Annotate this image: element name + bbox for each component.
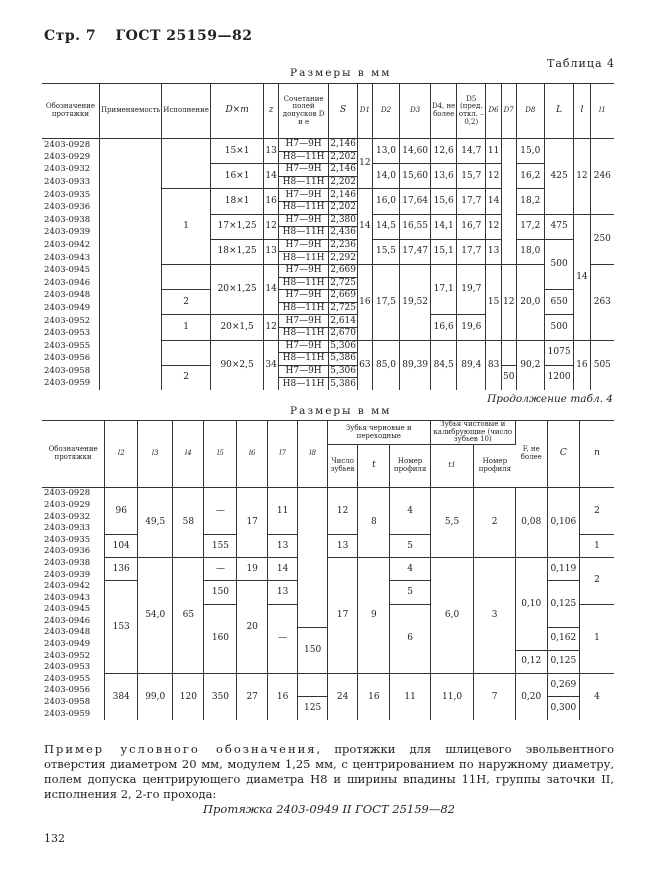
value-cell: 16,7 — [457, 214, 486, 239]
value-cell: 500 — [545, 315, 574, 340]
value-cell: 12 — [486, 214, 502, 239]
th-D4: D4, не более — [430, 84, 456, 139]
value-cell: 50 — [501, 365, 516, 390]
value-cell: 90×2,5 — [210, 340, 263, 390]
value-cell: 24 — [327, 674, 357, 720]
designation-cell: 2403-0958 — [42, 697, 105, 709]
value-cell: 12 — [264, 315, 279, 340]
designation-cell: 2403-0955 — [42, 674, 105, 686]
value-cell: 17×1,25 — [210, 214, 263, 239]
designation-cell: 2403-0956 — [42, 685, 105, 697]
value-cell: 0,20 — [515, 674, 547, 720]
th-execution: Исполнение — [162, 84, 211, 139]
value-cell: 16 — [358, 264, 373, 340]
th-D2: D2 — [372, 84, 400, 139]
value-cell: 425 — [545, 139, 574, 215]
value-cell: 17,1 — [430, 264, 456, 314]
value-cell: 1200 — [545, 365, 574, 390]
table-row — [42, 488, 614, 500]
value-cell: 17 — [327, 558, 357, 674]
example-designation: Протяжка 2403-0949 II ГОСТ 25159—82 — [203, 802, 455, 816]
value-cell: 12 — [501, 264, 516, 340]
value-cell: 0,10 — [515, 558, 547, 651]
value-cell: 4 — [390, 488, 430, 535]
value-cell: 0,125 — [547, 650, 579, 673]
value-cell: 18×1 — [210, 189, 263, 214]
s-value-cell: 2,202 — [330, 151, 356, 162]
value-cell: 19,52 — [400, 264, 431, 340]
value-cell: 16,2 — [516, 164, 544, 189]
value-cell: 17,5 — [372, 264, 400, 340]
th2-profile2: Номер профиля — [474, 445, 515, 488]
th2-l8: l8 — [298, 421, 328, 488]
value-cell: 2 — [474, 488, 515, 558]
value-cell: 500 — [545, 239, 574, 289]
designation-cell: 2403-0929 — [42, 500, 105, 512]
table-row — [42, 139, 614, 152]
table2-caption: Размеры в мм — [290, 405, 392, 417]
value-cell: 18,0 — [516, 239, 544, 264]
value-cell: 120 — [173, 674, 204, 720]
value-cell: 14,0 — [372, 164, 400, 189]
value-cell: 14 — [574, 214, 591, 340]
value-cell: 17,47 — [400, 239, 431, 264]
value-cell: 3 — [474, 558, 515, 674]
value-cell: 19,7 — [457, 264, 486, 314]
tolerance-combo-cell: H8—11H — [278, 353, 328, 366]
designation-cell: 2403-0933 — [42, 176, 99, 189]
value-cell: 150 — [204, 581, 237, 604]
value-cell: 12 — [574, 139, 591, 215]
th-z: z — [264, 84, 279, 139]
designation-cell: 2403-0932 — [42, 164, 99, 177]
tolerance-combo-cell: H7—9H — [278, 214, 328, 227]
tolerance-combo-cell: H8—11H — [278, 201, 328, 214]
value-cell: 14,5 — [372, 214, 400, 239]
s-value-cell: 5,306 — [330, 365, 356, 376]
th2-profile: Номер профиля — [390, 445, 430, 488]
value-cell: 17 — [237, 488, 267, 558]
th2-designation: Обозначение протяжки — [42, 421, 105, 488]
value-cell: 475 — [545, 214, 574, 239]
value-cell: 17,7 — [457, 239, 486, 264]
tolerance-combo-cell: H7—9H — [278, 189, 328, 202]
value-cell — [162, 340, 211, 365]
value-cell: 1 — [162, 315, 211, 340]
th-combo: Сочетание полей допусков D и e — [278, 84, 328, 139]
tolerance-combo-cell: H7—9H — [278, 340, 328, 353]
value-cell: 13 — [327, 534, 357, 557]
value-cell: 15 — [486, 264, 502, 340]
designation-cell: 2403-0959 — [42, 378, 99, 390]
value-cell: 1 — [580, 534, 614, 557]
tolerance-combo-cell: H7—9H — [278, 139, 328, 152]
value-cell — [99, 139, 161, 390]
value-cell: 350 — [204, 674, 237, 720]
designation-cell: 2403-0943 — [42, 592, 105, 604]
designation-cell: 2403-0928 — [42, 139, 99, 152]
value-cell: 90,2 — [516, 340, 544, 390]
table-number: Таблица 4 — [547, 57, 615, 70]
value-cell: 16,55 — [400, 214, 431, 239]
table-row — [42, 558, 614, 570]
value-cell: 13 — [267, 534, 297, 557]
value-cell: 1075 — [545, 340, 574, 365]
designation-cell: 2403-0929 — [42, 151, 99, 164]
value-cell: 7 — [474, 674, 515, 720]
value-cell: 16 — [358, 674, 390, 720]
s-value-cell: 2,236 — [330, 240, 356, 251]
s-value-cell: 2,146 — [330, 164, 356, 175]
th-S: S — [329, 84, 358, 139]
value-cell: — — [267, 604, 297, 674]
tolerance-combo-cell: H8—11H — [278, 227, 328, 240]
designation-cell: 2403-0928 — [42, 488, 105, 500]
value-cell: 14 — [264, 264, 279, 314]
th-L: L — [545, 84, 574, 139]
table-4-part-2 — [42, 420, 614, 720]
value-cell: 1 — [162, 189, 211, 265]
designation-cell: 2403-0939 — [42, 227, 99, 240]
s-value-cell: 2,669 — [330, 290, 356, 301]
tolerance-combo-cell: H7—9H — [278, 365, 328, 378]
value-cell: 20×1,25 — [210, 264, 263, 314]
value-cell: 12 — [327, 488, 357, 535]
value-cell: 15,7 — [457, 164, 486, 189]
designation-cell: 2403-0956 — [42, 353, 99, 366]
value-cell: 160 — [204, 604, 237, 674]
value-cell: 4 — [580, 674, 614, 720]
value-cell: 16 — [574, 340, 591, 390]
th2-F: F, не более — [515, 421, 547, 488]
value-cell: 83 — [486, 340, 502, 390]
value-cell: 13,0 — [372, 139, 400, 164]
th2-l5: l5 — [204, 421, 237, 488]
s-value-cell: 2,436 — [330, 227, 356, 238]
designation-cell: 2403-0942 — [42, 239, 99, 252]
value-cell: 136 — [105, 558, 138, 581]
value-cell: 8 — [358, 488, 390, 558]
tolerance-combo-cell: H8—11H — [278, 252, 328, 265]
tolerance-combo-cell: H8—11H — [278, 378, 328, 390]
tolerance-combo-cell: H8—11H — [278, 302, 328, 315]
value-cell: 2 — [162, 365, 211, 390]
s-value-cell: 2,669 — [330, 265, 356, 276]
value-cell: 19 — [237, 558, 267, 581]
designation-cell: 2403-0946 — [42, 616, 105, 628]
designation-cell: 2403-0943 — [42, 252, 99, 265]
value-cell: 13 — [267, 581, 297, 604]
value-cell: 34 — [264, 340, 279, 390]
value-cell: 0,162 — [547, 627, 579, 650]
value-cell: 96 — [105, 488, 138, 535]
table-row — [42, 674, 614, 686]
value-cell: 17,7 — [457, 189, 486, 214]
tolerance-combo-cell: H7—9H — [278, 290, 328, 303]
value-cell: 12 — [264, 214, 279, 239]
value-cell: 5 — [390, 581, 430, 604]
value-cell: 12,6 — [430, 139, 456, 164]
value-cell: 104 — [105, 534, 138, 557]
value-cell: 9 — [358, 558, 390, 674]
value-cell: 14,60 — [400, 139, 431, 164]
value-cell: 15×1 — [210, 139, 263, 164]
value-cell: 14 — [267, 558, 297, 581]
designation-cell: 2403-0953 — [42, 327, 99, 340]
designation-cell: 2403-0938 — [42, 558, 105, 570]
designation-cell: 2403-0932 — [42, 511, 105, 523]
value-cell: 11,0 — [430, 674, 474, 720]
value-cell: 12 — [486, 164, 502, 189]
th-D1: D1 — [358, 84, 373, 139]
tolerance-combo-cell: H7—9H — [278, 164, 328, 177]
value-cell: 4 — [390, 558, 430, 581]
designation-cell: 2403-0933 — [42, 523, 105, 535]
value-cell: 89,39 — [400, 340, 431, 390]
designation-example — [44, 742, 614, 817]
value-cell: 246 — [593, 170, 611, 181]
th-D8: D8 — [516, 84, 544, 139]
value-cell: 13 — [264, 139, 279, 164]
th-l: l — [574, 84, 591, 139]
tolerance-combo-cell: H8—11H — [278, 151, 328, 164]
designation-cell: 2403-0949 — [42, 639, 105, 651]
value-cell: 153 — [105, 581, 138, 674]
designation-cell: 2403-0939 — [42, 569, 105, 581]
continuation-label: Продолжение табл. 4 — [487, 393, 613, 405]
value-cell — [162, 139, 211, 189]
designation-cell: 2403-0959 — [42, 708, 105, 720]
value-cell: 16,6 — [430, 315, 456, 340]
designation-cell: 2403-0946 — [42, 277, 99, 290]
value-cell: 15,1 — [430, 239, 456, 264]
value-cell: 16 — [267, 674, 297, 720]
value-cell: 13,6 — [430, 164, 456, 189]
example-text: , протяжки для шлицевого эвольвентного отверстия диаметром 20 мм, модулем 1,25 мм, с центрированием по наружному диаметру, полем допуска центрирующего диаметра H8 и ширины впадины 11H, группы заточки II, исполнения 2, 2-го прохода: — [44, 742, 614, 801]
page-header — [44, 28, 252, 44]
value-cell: 650 — [545, 290, 574, 315]
value-cell — [298, 488, 328, 628]
value-cell: 20×1,5 — [210, 315, 263, 340]
th2-t: t — [358, 445, 390, 488]
value-cell: 84,5 — [430, 340, 456, 390]
tolerance-combo-cell: H8—11H — [278, 176, 328, 189]
th2-l4: l4 — [173, 421, 204, 488]
value-cell: 155 — [204, 534, 237, 557]
designation-cell: 2403-0945 — [42, 264, 99, 277]
s-value-cell: 2,614 — [330, 315, 356, 326]
value-cell: 1 — [580, 604, 614, 674]
value-cell — [298, 674, 328, 697]
th2-n: n — [580, 421, 614, 488]
value-cell: 505 — [590, 340, 614, 390]
value-cell: — — [204, 488, 237, 535]
th2-count: Число зубьев — [327, 445, 357, 488]
designation-cell: 2403-0955 — [42, 340, 99, 353]
s-value-cell: 2,146 — [330, 189, 356, 200]
th-D7: D7 — [501, 84, 516, 139]
value-cell: 384 — [105, 674, 138, 720]
value-cell: 14 — [264, 164, 279, 189]
value-cell: 15,6 — [430, 189, 456, 214]
table1-caption: Размеры в мм — [290, 67, 392, 79]
value-cell: 20 — [237, 581, 267, 674]
th2-finish: Зубья чистовые и калибрующие (число зубьев 10) — [430, 421, 515, 445]
value-cell: 85,0 — [372, 340, 400, 390]
s-value-cell: 2,202 — [330, 202, 356, 213]
value-cell: 2 — [594, 505, 600, 516]
value-cell: 0,12 — [515, 650, 547, 673]
designation-cell: 2403-0948 — [42, 627, 105, 639]
designation-cell: 2403-0958 — [42, 365, 99, 378]
designation-cell: 2403-0945 — [42, 604, 105, 616]
th-dxm: D×m — [210, 84, 263, 139]
value-cell: 18,2 — [516, 189, 544, 214]
table-4-part-1 — [42, 83, 614, 390]
th-l1: l1 — [590, 84, 614, 139]
tolerance-combo-cell: H7—9H — [278, 315, 328, 328]
value-cell: 0,125 — [547, 581, 579, 627]
value-cell: 20,0 — [516, 264, 544, 340]
page-number: 132 — [44, 832, 65, 845]
value-cell: 6,0 — [430, 558, 474, 674]
th2-l6: l6 — [237, 421, 267, 488]
value-cell — [501, 340, 516, 365]
value-cell: 11 — [390, 674, 430, 720]
value-cell: 11 — [267, 488, 297, 535]
value-cell: 17,2 — [516, 214, 544, 239]
value-cell: 19,6 — [457, 315, 486, 340]
th-D3: D3 — [400, 84, 431, 139]
value-cell: 250 — [590, 214, 614, 264]
gost-number: ГОСТ 25159—82 — [115, 28, 253, 44]
value-cell: 58 — [173, 488, 204, 558]
s-value-cell: 5,306 — [330, 340, 356, 351]
value-cell: 15,5 — [372, 239, 400, 264]
value-cell: 2 — [580, 558, 614, 604]
value-cell: 54,0 — [138, 558, 173, 674]
value-cell: 14,7 — [457, 139, 486, 164]
value-cell: 14 — [486, 189, 502, 214]
value-cell: 6 — [390, 604, 430, 674]
value-cell: 16 — [264, 189, 279, 214]
th-applicability: Применяемость — [99, 84, 161, 139]
designation-cell: 2403-0935 — [42, 534, 105, 546]
designation-cell: 2403-0949 — [42, 302, 99, 315]
tolerance-combo-cell: H8—11H — [278, 277, 328, 290]
value-cell: 14,1 — [430, 214, 456, 239]
designation-cell: 2403-0936 — [42, 201, 99, 214]
tolerance-combo-cell: H7—9H — [278, 239, 328, 252]
value-cell: 150 — [298, 627, 328, 673]
value-cell: 0,300 — [547, 697, 579, 720]
value-cell: 263 — [590, 264, 614, 340]
s-value-cell: 2,380 — [330, 214, 356, 225]
page-label: Стр. 7 — [44, 28, 97, 44]
value-cell: 17,64 — [400, 189, 431, 214]
value-cell: 13 — [264, 239, 279, 264]
designation-cell: 2403-0935 — [42, 189, 99, 202]
value-cell: 99,0 — [138, 674, 173, 720]
value-cell: 2 — [162, 290, 211, 315]
value-cell — [162, 264, 211, 289]
s-value-cell: 2,202 — [330, 177, 356, 188]
value-cell: 0,106 — [547, 488, 579, 558]
s-value-cell: 2,146 — [330, 139, 356, 150]
designation-cell: 2403-0952 — [42, 315, 99, 328]
value-cell: 15,0 — [516, 139, 544, 164]
s-value-cell: 5,386 — [330, 378, 356, 389]
example-lead: Пример условного обозначения — [44, 742, 317, 756]
designation-cell: 2403-0936 — [42, 546, 105, 558]
value-cell: 18×1,25 — [210, 239, 263, 264]
value-cell: 0,08 — [515, 488, 547, 558]
th2-l7: l7 — [267, 421, 297, 488]
designation-cell: 2403-0938 — [42, 214, 99, 227]
value-cell: 89,4 — [457, 340, 486, 390]
value-cell: 5,5 — [430, 488, 474, 558]
value-cell: 0,119 — [547, 558, 579, 581]
th2-l2: l2 — [105, 421, 138, 488]
s-value-cell: 5,386 — [330, 353, 356, 364]
value-cell: 0,269 — [547, 674, 579, 697]
th2-rough: Зубья черновые и переходные — [327, 421, 430, 445]
th-D5: D5 (пред. откл. –0,2) — [457, 84, 486, 139]
value-cell: 16×1 — [210, 164, 263, 189]
value-cell: 125 — [298, 697, 328, 720]
th-D6: D6 — [486, 84, 502, 139]
th2-l3: l3 — [138, 421, 173, 488]
value-cell — [501, 139, 516, 265]
s-value-cell: 2,292 — [330, 252, 356, 263]
tolerance-combo-cell: H8—11H — [278, 327, 328, 340]
designation-cell: 2403-0942 — [42, 581, 105, 593]
s-value-cell: 2,725 — [330, 277, 356, 288]
value-cell: — — [204, 558, 237, 581]
designation-cell: 2403-0948 — [42, 290, 99, 303]
value-cell: 15,60 — [400, 164, 431, 189]
designation-cell: 2403-0953 — [42, 662, 105, 674]
value-cell: 16,0 — [372, 189, 400, 214]
value-cell: 11 — [486, 139, 502, 164]
tolerance-combo-cell: H7—9H — [278, 264, 328, 277]
th-designation: Обозначение протяжки — [42, 84, 99, 139]
value-cell: 27 — [237, 674, 267, 720]
value-cell: 5 — [390, 534, 430, 557]
value-cell: 14 — [358, 189, 373, 265]
th2-C: C — [547, 421, 579, 488]
designation-cell: 2403-0952 — [42, 650, 105, 662]
value-cell: 63 — [358, 340, 373, 390]
value-cell: 65 — [173, 558, 204, 674]
s-value-cell: 2,725 — [330, 303, 356, 314]
th2-t1: t1 — [430, 445, 474, 488]
value-cell: 13 — [486, 239, 502, 264]
s-value-cell: 2,670 — [330, 328, 356, 339]
value-cell: 49,5 — [138, 488, 173, 558]
value-cell: 12 — [358, 139, 373, 189]
